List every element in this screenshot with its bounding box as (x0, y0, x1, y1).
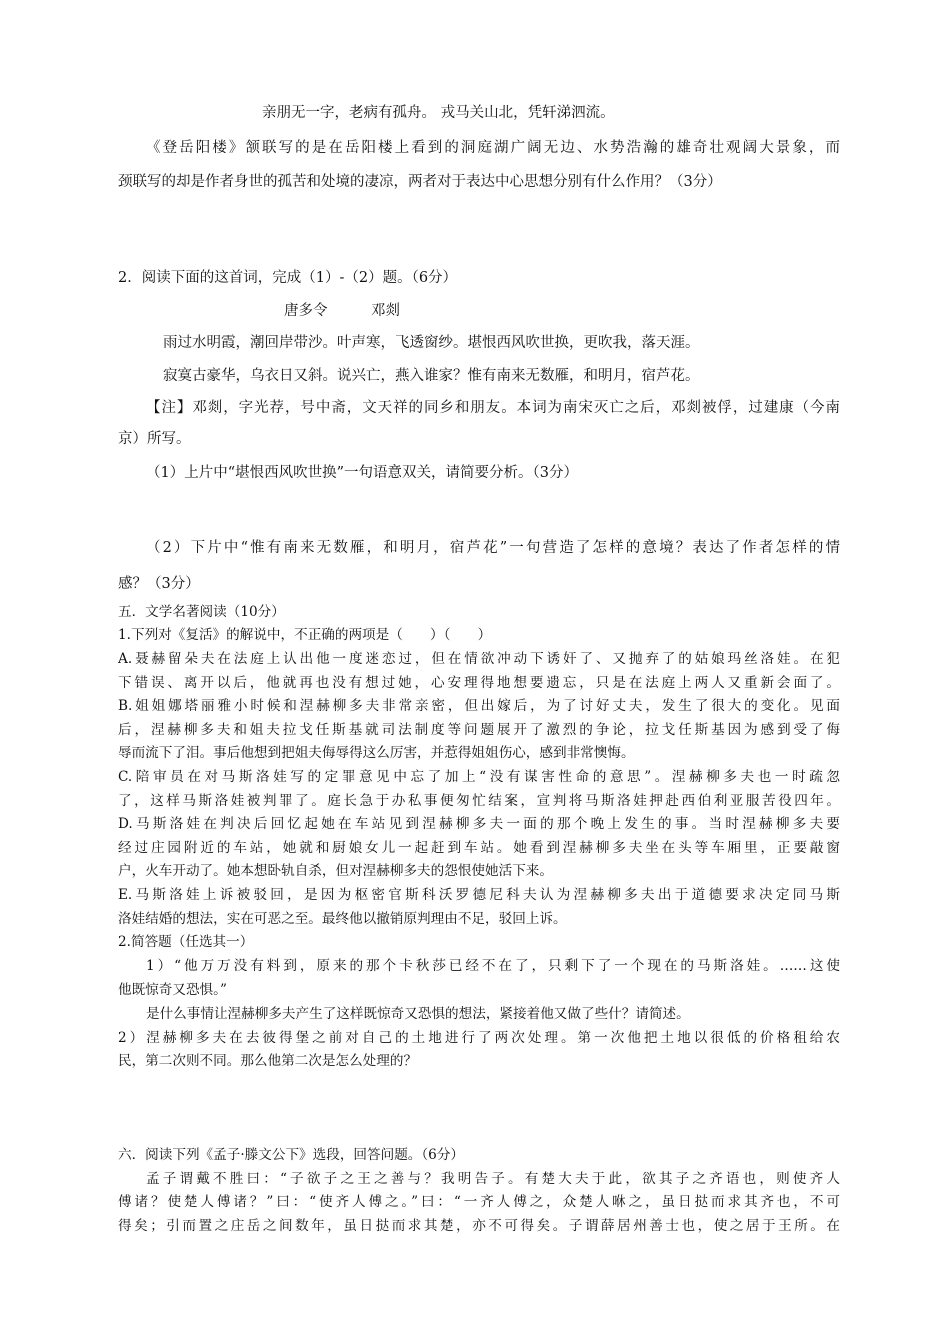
q2-subquestion-2-line: （2）下片中“惟有南来无数雁，和明月，宿芦花”一句营造了怎样的意境？表达了作者怎样的情 (146, 540, 840, 556)
option-a-line: A.聂赫留朵夫在法庭上认出他一度迷恋过，但在情欲冲动下诱奸了、又抛弃了的姑娘玛丝洛娃。在犯 (118, 651, 840, 667)
poem1-question-line: 《登岳阳楼》颔联写的是在岳阳楼上看到的洞庭湖广阔无边、水势浩瀚的雄奇壮观阔大景象，而 (146, 140, 840, 156)
q2-subquestion-1: （1）上片中“堪恨西风吹世换”一句语意双关，请简要分析。（3分） (146, 465, 579, 481)
poem-note-line: 【注】邓剡，字光荐，号中斋，文天祥的同乡和朋友。本词为南宋灭亡之后，邓剡被俘，过建康（今南 (146, 400, 840, 416)
option-b-line: B.姐姐娜塔丽雅小时候和涅赫柳多夫非常亲密，但出嫁后，为了讨好丈夫，发生了很大的变化。见面 (118, 698, 840, 714)
section6-passage-line: 孟子谓戴不胜曰：“子欲子之王之善与？我明告子。有楚大夫于此，欲其子之齐语也，则使齐人 (146, 1171, 840, 1187)
option-d-line: 经过庄园附近的车站，她就和厨娘女儿一起赶到车站。她看到涅赫柳多夫坐在头等车厢里，正要敲窗 (118, 840, 840, 856)
poem1-question-line: 颈联写的却是作者身世的孤苦和处境的凄凉，两者对于表达中心思想分别有什么作用？（3分） (118, 174, 722, 190)
section5-q1-stem: 1.下列对《复活》的解说中，不正确的两项是（ ）（ ） (118, 627, 492, 643)
option-a-line: 下错误、离开以后，他就再也没有想过她，心安理得地想要遗忘，只是在法庭上两人又重新会面了。 (118, 675, 840, 691)
option-e-line: E.马斯洛娃上诉被驳回，是因为枢密官斯科沃罗德尼科夫认为涅赫柳多夫出于道德要求决定同马斯 (118, 887, 840, 903)
q2-option1-line: 他既惊奇又恐惧。” (118, 982, 227, 998)
poem-note-line: 京）所写。 (118, 431, 191, 447)
section6-passage-line: 傅诸？使楚人傅诸？”曰：“使齐人傅之。”曰：“一齐人傅之，众楚人咻之，虽日挞而求其齐也，不可 (118, 1194, 840, 1210)
poem-last-couplet: 亲朋无一字，老病有孤舟。 戎马关山北，凭轩涕泗流。 (262, 105, 615, 121)
section6-passage-line: 得矣；引而置之庄岳之间数年，虽日挞而求其楚，亦不可得矣。子谓薛居州善士也，使之居于王所。在 (118, 1218, 840, 1234)
option-d-line: D.马斯洛娃在判决后回忆起她在车站见到涅赫柳多夫一面的那个晚上发生的事。当时涅赫柳多夫要 (118, 816, 840, 832)
section6-heading: 六．阅读下列《孟子·滕文公下》选段，回答问题。（6分） (118, 1147, 465, 1163)
q2-heading: 2．阅读下面的这首词，完成（1）-（2）题。（6分） (118, 270, 458, 286)
q2-option2-line: 2）涅赫柳多夫在去彼得堡之前对自己的土地进行了两次处理。第一次他把土地以很低的价格租给农 (118, 1030, 840, 1046)
poem-title-author: 唐多令 邓剡 (284, 303, 400, 319)
option-d-line: 户，火车开动了。她本想卧轨自杀，但对涅赫柳多夫的怨恨使她活下来。 (118, 863, 553, 879)
option-b-line: 辱而流下了泪。事后他想到把姐夫侮辱得这么厉害，并惹得姐姐伤心，感到非常懊悔。 (118, 745, 635, 761)
section5-heading: 五．文学名著阅读（10分） (118, 604, 285, 620)
option-c-line: C.陪审员在对马斯洛娃写的定罪意见中忘了加上“没有谋害性命的意思”。涅赫柳多夫也一时疏忽 (118, 769, 840, 785)
q2-option1-line: 1）“他万万没有料到，原来的那个卡秋莎已经不在了，只剩下了一个现在的马斯洛娃。……这使 (146, 958, 840, 974)
poem-stanza: 雨过水明霞，潮回岸带沙。叶声寒，飞透窗纱。堪恨西风吹世换，更吹我，落天涯。 (163, 335, 700, 351)
option-b-line: 后，涅赫柳多夫和姐夫拉戈任斯基就司法制度等问题展开了激烈的争论，拉戈任斯基因为感到受了侮 (118, 722, 840, 738)
q2-option1-line: 是什么事情让涅赫柳多夫产生了这样既惊奇又恐惧的想法，紧接着他又做了些什？请简述。 (146, 1006, 690, 1022)
option-c-line: 了，这样马斯洛娃被判罪了。庭长急于办私事便匆忙结案，宣判将马斯洛娃押赴西伯利亚服苦役四年。 (118, 793, 840, 809)
q2-subquestion-2-line: 感？（3分） (118, 576, 200, 592)
poem-stanza: 寂寞古豪华，乌衣日又斜。说兴亡，燕入谁家？惟有南来无数雁，和明月，宿芦花。 (163, 368, 700, 384)
option-e-line: 洛娃结婚的想法，实在可恶之至。最终他以撤销原判理由不足，驳回上诉。 (118, 911, 567, 927)
q2-option2-line: 民，第二次则不同。那么他第二次是怎么处理的？ (118, 1053, 418, 1069)
section5-q2-heading: 2.简答题（任选其一） (118, 934, 254, 950)
